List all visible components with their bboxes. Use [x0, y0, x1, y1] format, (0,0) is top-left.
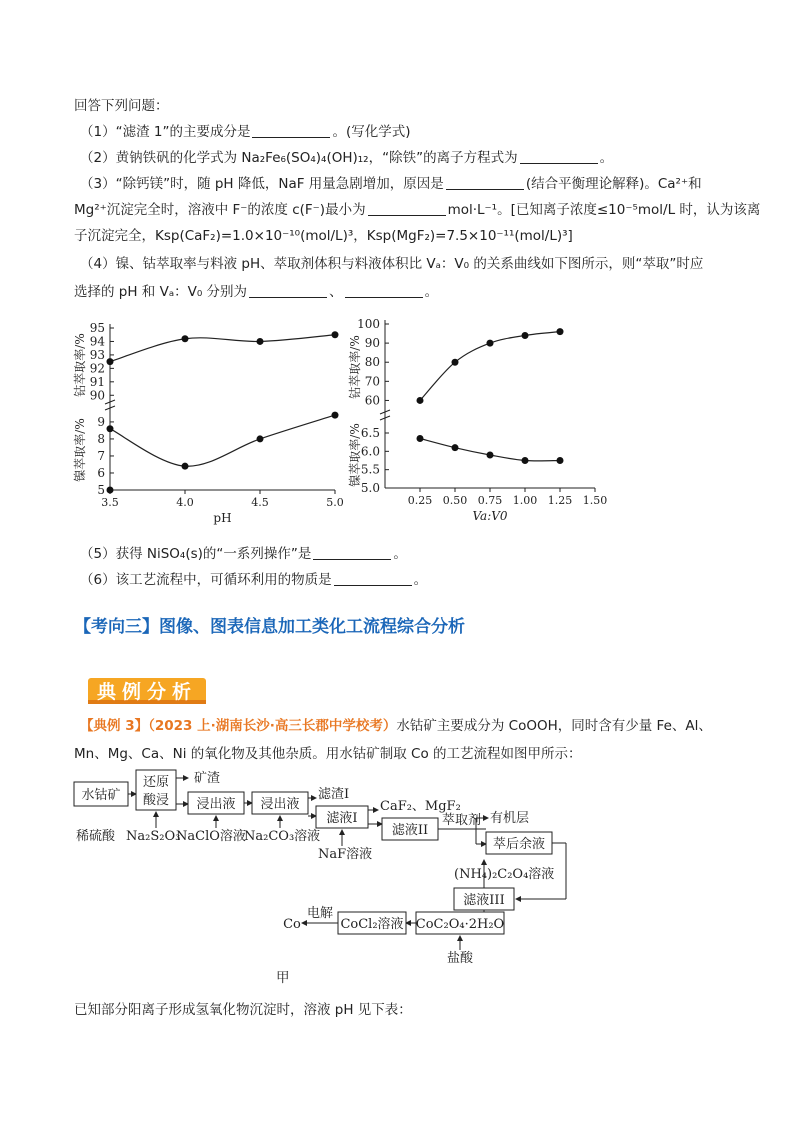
y-tick-label: 95 [89, 321, 105, 335]
x-axis-label: pH [213, 511, 232, 525]
data-point [182, 335, 189, 342]
oxalate-label: (NH₄)₂C₂O₄溶液 [454, 867, 555, 882]
leachate2-label: 浸出液 [260, 797, 300, 812]
y-axis-label: 钴萃取率/% [348, 335, 362, 399]
residue1-label: 滤渣I [318, 787, 350, 802]
question-2: （2）黄钠铁矾的化学式为 Na₂Fe₆(SO₄)₄(OH)₁₂，“除铁”的离子方程式为 。 [80, 150, 614, 166]
y-tick-label: 5 [97, 483, 105, 497]
residue0-label: 矿渣 [194, 771, 221, 786]
data-point [107, 425, 114, 432]
ore-label: 水钴矿 [81, 788, 121, 803]
electrolysis-label: 电解 [306, 906, 334, 921]
chart-volume-ratio [345, 310, 615, 532]
question-3: （3）“除钙镁”时，随 pH 降低，NaF 用量急剧增加，原因是 (结合平衡理论解释)。Ca²⁺和 [80, 176, 702, 192]
leach-label-2: 酸浸 [142, 793, 170, 808]
example-line-1: 【典例 3】（2023 上·湖南长沙·高三长郡中学校考）水钴矿主要成分为 CoOOH，同时含有少量 Fe、Al、 [80, 718, 712, 734]
answer-blank[interactable] [520, 149, 598, 164]
question-4-cont: 选择的 pH 和 Vₐ：V₀ 分别为 、 。 [74, 284, 439, 300]
tail-text: 已知部分阳离子形成氢氧化物沉淀时，溶液 pH 见下表： [74, 1002, 412, 1018]
organic-layer-label: 有机层 [490, 811, 530, 826]
data-point [557, 457, 564, 464]
answer-blank[interactable] [313, 545, 391, 560]
answer-blank[interactable] [252, 123, 330, 138]
answer-blank[interactable] [368, 201, 446, 216]
data-point [452, 444, 459, 451]
question-6: （6）该工艺流程中，可循环利用的物质是 。 [80, 572, 428, 588]
data-point [257, 435, 264, 442]
data-point [332, 331, 339, 338]
cocl2-label: CoCl₂溶液 [340, 917, 404, 932]
extractant-label: 萃取剂 [442, 813, 482, 828]
y-tick-label: 94 [89, 334, 105, 349]
question-5: （5）获得 NiSO₄(s)的“一系列操作”是 。 [80, 546, 407, 562]
process-flow-diagram [70, 764, 580, 984]
data-point [107, 358, 114, 365]
data-point [417, 397, 424, 404]
y-tick-label: 80 [364, 355, 380, 370]
data-point [522, 457, 529, 464]
filtrate1-label: 滤液I [326, 811, 358, 826]
data-point [182, 463, 189, 470]
x-tick-label: 0.25 [407, 494, 433, 507]
y-tick-label: 8 [97, 431, 105, 446]
data-point [107, 487, 114, 494]
coc2o4-label: CoC₂O₄·2H₂O [415, 917, 505, 932]
y-axis-label: 镍萃取率/% [73, 418, 87, 482]
y-tick-label: 9 [97, 414, 105, 429]
x-tick-label: 3.5 [101, 496, 119, 509]
y-tick-label: 6 [97, 465, 105, 480]
y-tick-label: 7 [97, 448, 105, 463]
y-tick-label: 60 [364, 393, 380, 408]
data-point [257, 338, 264, 345]
answer-blank[interactable] [345, 283, 423, 298]
intro-text: 回答下列问题： [74, 98, 169, 114]
x-tick-label: 1.25 [547, 494, 573, 507]
data-point [452, 359, 459, 366]
y-axis-label: 钴萃取率/% [73, 333, 87, 397]
x-tick-label: 4.5 [251, 496, 269, 509]
y-tick-label: 91 [89, 374, 105, 389]
chart-ph [70, 310, 350, 532]
y-tick-label: 6.0 [360, 444, 380, 459]
x-tick-label: 0.75 [477, 494, 503, 507]
y-tick-label: 5.0 [360, 481, 380, 495]
data-point [522, 332, 529, 339]
series-line [110, 415, 335, 466]
data-point [417, 435, 424, 442]
y-tick-label: 100 [357, 317, 380, 331]
question-1: （1）“滤渣 1”的主要成分是 。(写化学式) [80, 124, 411, 140]
leach-label-1: 还原 [142, 775, 170, 790]
figure-caption: 甲 [276, 970, 290, 986]
data-point [487, 452, 494, 459]
caf-mgf-label: CaF₂、MgF₂ [380, 799, 461, 814]
x-tick-label: 1.00 [512, 494, 538, 507]
y-tick-label: 93 [89, 347, 105, 362]
y-tick-label: 6.5 [360, 426, 380, 440]
x-tick-label: 4.0 [176, 496, 194, 509]
answer-blank[interactable] [446, 175, 524, 190]
question-3-cont: Mg²⁺沉淀完全时，溶液中 F⁻的浓度 c(F⁻)最小为 mol·L⁻¹。[已知离子浓度≤10⁻⁵mol/L 时，认为该离 [74, 202, 761, 218]
y-tick-label: 70 [364, 374, 380, 389]
reagent-h2so4: 稀硫酸 [76, 829, 116, 844]
example-analysis-badge [88, 676, 206, 706]
data-point [557, 328, 564, 335]
x-axis-label: Va:V0 [472, 509, 508, 523]
y-tick-label: 5.5 [360, 462, 380, 477]
badge-text: 典例分析 [96, 681, 198, 703]
question-3-cont2: 子沉淀完全，Ksp(CaF₂)=1.0×10⁻¹⁰(mol/L)³，Ksp(MgF₂)=7.5×10⁻¹¹(mol/L)³] [74, 228, 573, 244]
y-tick-label: 90 [89, 388, 105, 403]
series-line [110, 335, 335, 362]
x-tick-label: 1.50 [582, 494, 608, 507]
x-tick-label: 5.0 [326, 496, 344, 509]
hcl-label: 盐酸 [446, 951, 474, 966]
data-point [487, 340, 494, 347]
raffinate-label: 萃后余液 [492, 837, 546, 852]
section-title: 【考向三】图像、图表信息加工类化工流程综合分析 [74, 617, 465, 637]
reagent-na2co3: Na₂CO₃溶液 [244, 829, 321, 844]
answer-blank[interactable] [334, 571, 412, 586]
reagent-naclo: NaClO溶液 [176, 829, 246, 844]
x-tick-label: 0.50 [442, 494, 468, 507]
data-point [332, 412, 339, 419]
filtrate3-label: 滤液III [463, 893, 505, 908]
y-axis-label: 镍萃取率/% [348, 423, 362, 487]
y-tick-label: 90 [364, 336, 380, 351]
co-label: Co [283, 917, 301, 932]
leachate1-label: 浸出液 [196, 797, 236, 812]
reagent-naf: NaF溶液 [318, 847, 373, 862]
y-tick-label: 92 [89, 361, 105, 376]
filtrate2-label: 滤液II [391, 823, 429, 838]
example-line-2: Mn、Mg、Ca、Ni 的氧化物及其他杂质。用水钴矿制取 Co 的工艺流程如图甲所示： [74, 746, 582, 762]
question-4: （4）镍、钴萃取率与料液 pH、萃取剂体积与料液体积比 Vₐ：V₀ 的关系曲线如下图所示，则“萃取”时应 [80, 256, 704, 272]
reagent-na2s2o3: Na₂S₂O₃ [126, 829, 181, 844]
answer-blank[interactable] [249, 283, 327, 298]
